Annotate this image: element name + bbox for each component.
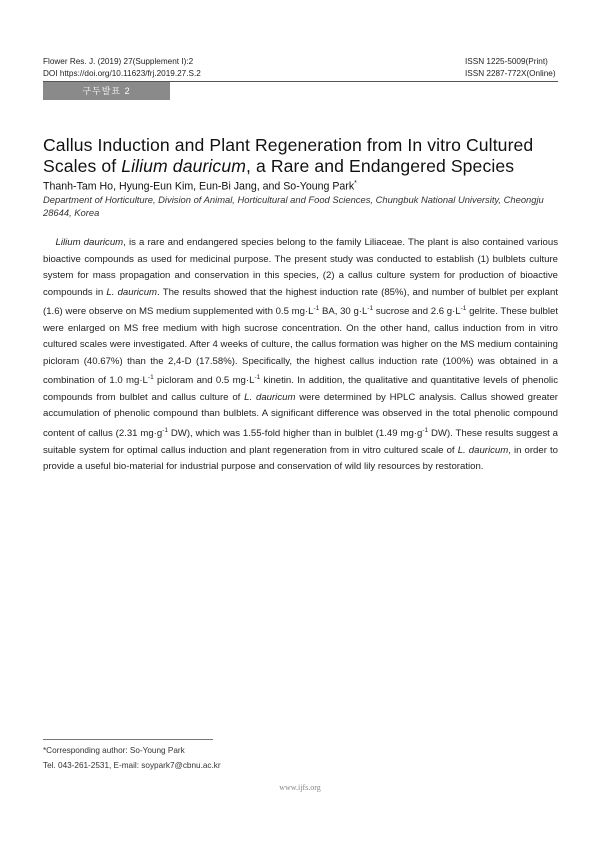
- footnote-rule: [43, 739, 213, 740]
- abstract-sup7: -1: [422, 426, 429, 434]
- title-part-1: Callus Induction and Plant Regeneration from In vitro Cultured Scales of: [43, 134, 534, 176]
- abstract-sup4: -1: [147, 374, 154, 382]
- journal-citation: Flower Res. J. (2019) 27(Supplement I):2: [43, 57, 194, 66]
- abstract: [43, 235, 558, 476]
- abstract-s13: DW). These results suggest a suitable system for optimal callus induction and plant regeneration from in vitro cultured scale of: [43, 428, 558, 456]
- abstract-s7: gelrite. These bulblet were enlarged on MS free medium with high sucrose concentration. On the other hand, callus induction from in vitro cultured scales were investigated. After 4 weeks of culture, the callus formation was higher on the MS medium containing picloram (40.67%) than the 2,4-D (17.58%). Specifically, the highest callus induction rate (100%) was obtained in a combination of 1.0 mg·L: [43, 306, 559, 387]
- contact-info: Tel. 043-261-2531, E-mail: soypark7@cbnu.ac.kr: [43, 761, 221, 770]
- abstract-sup3: -1: [460, 305, 467, 312]
- abstract-s11: were determined by HPLC analysis. Callus showed greater accumulation of phenolic compound than bulblets. A significant difference was observed in the total phenolic compound content of callus (2.31 mg·g: [43, 391, 559, 440]
- abstract-s5: BA, 30 g·L: [319, 306, 368, 318]
- abstract-sup2: -1: [367, 305, 374, 312]
- journal-header-right: [465, 56, 556, 79]
- abstract-s9: kinetin. In addition, the qualitative and quantitative levels of phenolic compounds from bulblet and callus culture of: [43, 375, 558, 403]
- corresponding-author: *Corresponding author: So-Young Park: [43, 746, 185, 755]
- title-part-2: , a Rare and Endangered Species: [245, 155, 515, 176]
- abstract-s1: Lilium dauricum: [55, 237, 124, 248]
- author-names: Thanh-Tam Ho, Hyung-Eun Kim, Eun-Bi Jang, and So-Young Park: [43, 180, 355, 193]
- title-species: Lilium dauricum: [121, 155, 246, 176]
- abstract-sup6: -1: [162, 426, 168, 434]
- footnote: [43, 743, 221, 773]
- abstract-s3: L. dauricum: [106, 286, 158, 298]
- abstract-s4: . The results showed that the highest induction rate (85%), and number of bulblet per explant (1.6) were observe on MS medium supplemented with 0.5 mg·L: [43, 286, 559, 318]
- affiliation: Department of Horticulture, Division of Animal, Horticultural and Food Sciences, Chungbuk National University, Cheongju 28644, Korea: [43, 194, 544, 218]
- issn-print: ISSN 1225-5009(Print): [465, 57, 548, 66]
- abstract-s15: , in order to provide a useful bio-material for industrial purpose and conservation of wild lily resources by restoration.: [43, 444, 559, 473]
- abstract-s6: sucrose and 2.6 g·L: [373, 306, 461, 318]
- paper-title: [43, 135, 573, 177]
- footer-url[interactable]: www.ijfs.org: [279, 783, 321, 792]
- abstract-s8: picloram and 0.5 mg·L: [153, 375, 255, 387]
- abstract-s12: DW), which was 1.55-fold higher than in bulblet (1.49 mg·g: [168, 428, 423, 440]
- issn-online: ISSN 2287-772X(Online): [465, 68, 556, 78]
- abstract-sup1: -1: [313, 305, 320, 312]
- doi-line[interactable]: DOI https://doi.org/10.11623/frj.2019.27.S.2: [43, 68, 201, 78]
- abstract-s2: , is a rare and endangered species belong to the family Liliaceae. The plant is also contained various bioactive compounds as used for medicinal purpose. The present study was conducted to establish (1) bulblets culture system for mass propagation and conservation in this species, (2) a callus culture system for production of bioactive compounds in: [43, 237, 558, 298]
- abstract-s10: L. dauricum: [244, 391, 296, 403]
- section-tab: 구두발표 2: [43, 82, 170, 100]
- abstract-sup5: -1: [254, 374, 261, 382]
- journal-header-left: [43, 56, 201, 79]
- corresponding-mark: *: [354, 180, 357, 187]
- abstract-s14: L. dauricum: [457, 444, 509, 456]
- author-list: [43, 177, 357, 194]
